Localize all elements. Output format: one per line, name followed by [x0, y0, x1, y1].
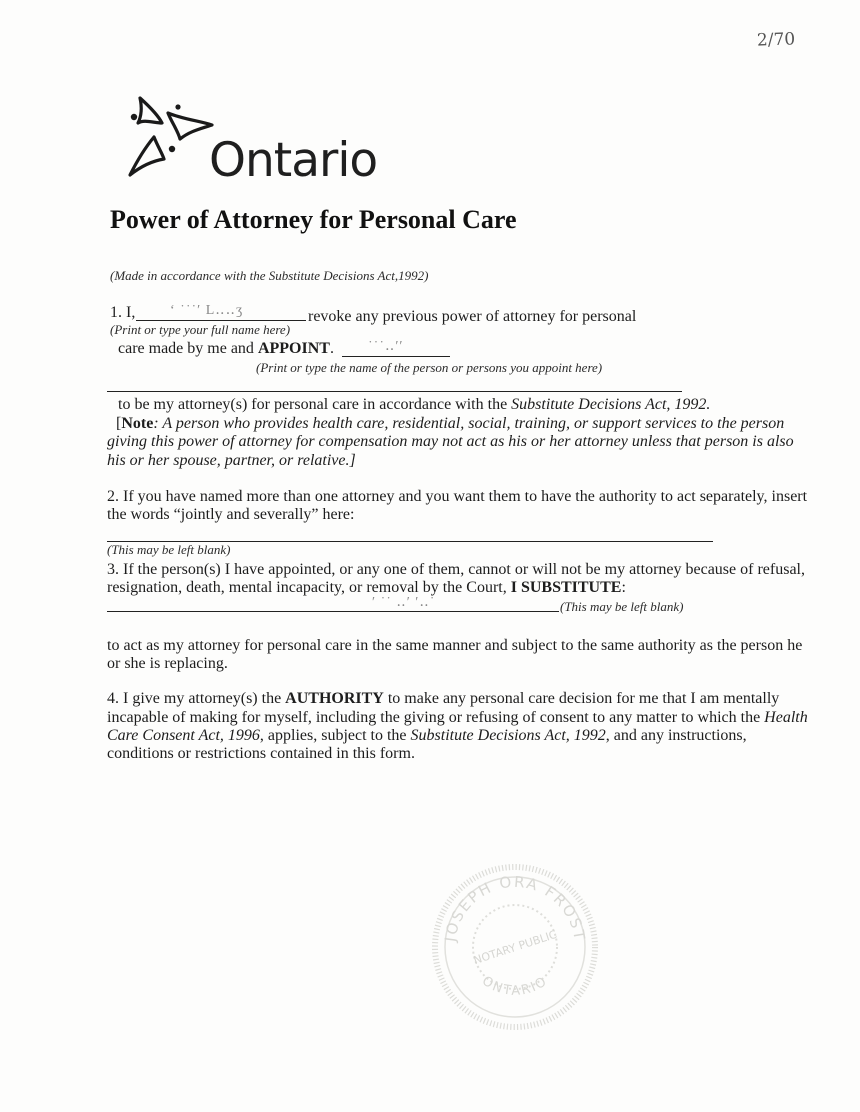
s1-note-bracket: [ [116, 415, 122, 432]
s1-prefix: 1. I, [110, 304, 136, 321]
s1-name-redacted: ‘ ˙˙˙′ L‥‥ʒ [170, 303, 244, 318]
s1-note-line-2: giving this power of attorney for compensation may not act as his or her attorney unless that person is also [107, 433, 794, 450]
s4-line-2 [107, 708, 808, 727]
s4-hcca-italic: Care Consent Act, 1996 [107, 727, 260, 744]
s4-authority-keyword: AUTHORITY [285, 690, 384, 707]
s3-line-2 [107, 578, 626, 597]
s4-line-1-prefix: 4. I give my attorney(s) the [107, 690, 282, 707]
s1-note-text-1: : A person who provides health care, residential, social, training, or support services to the person [153, 415, 785, 432]
s1-appointee-extra-line [107, 391, 682, 392]
seal-center-text: NOTARY PUBLIC [471, 927, 559, 968]
s1-note-line-1 [116, 414, 784, 433]
s1-after-name: revoke any previous power of attorney for personal [308, 308, 637, 325]
s4-line-3-mid: , applies, subject to the [259, 727, 407, 744]
s1-appoint-line: care made by me and APPOINT. [118, 340, 334, 357]
s4-line-4: conditions or restrictions contained in this form. [107, 745, 415, 762]
seal-top-text: JOSEPH ORA FROST [441, 872, 589, 943]
document-subtitle: (Made in accordance with the Substitute Decisions Act,1992) [110, 268, 429, 283]
s4-line-3-suffix: , and any instructions, [605, 727, 747, 744]
s4-line-2-italic: Health [764, 709, 808, 726]
s2-line-2: the words “jointly and severally” here: [107, 506, 355, 523]
s2-line-1: 2. If you have named more than one attorney and you want them to have the authority to act separately, insert [107, 488, 808, 505]
s1-act-italic: Substitute Decisions Act, 1992. [511, 396, 711, 413]
trillium-logo-icon [120, 93, 215, 183]
svg-text:JOSEPH ORA FROST [441, 873, 589, 944]
s1-note-line-3: his or her spouse, partner, or relative.] [107, 452, 356, 469]
s1-name-blank [136, 320, 306, 321]
s3-line-4: or she is replacing. [107, 655, 228, 672]
s3-substitute-redacted: ′ ˙˙ ‥′ ′‥˙ [372, 595, 436, 610]
s1-line2-prefix: care made by me and [118, 340, 254, 357]
s4-line-1-suffix: to make any personal care decision for me that I am mentally [387, 690, 780, 707]
seal-bottom-text: ONTARIO [479, 973, 551, 999]
svg-text:ONTARIO [479, 974, 551, 999]
s3-line-1: 3. If the person(s) I have appointed, or any one of them, cannot or will not be my attorney because of refusal, [107, 561, 805, 578]
s1-appoint-keyword: APPOINT [257, 340, 330, 357]
s1-note-label: Note [121, 415, 154, 432]
s1-name-line [110, 303, 135, 322]
handwritten-page-number: 2/70 [756, 29, 796, 51]
s1-line3-text: to be my attorney(s) for personal care in accordance with the [118, 396, 508, 413]
s1-appointee-redacted: ˙˙˙‥′′ [368, 339, 404, 354]
s4-line-2-text: incapable of making for myself, including the giving or refusing of consent to any matter to which the [107, 709, 761, 726]
s1-line3 [118, 395, 710, 414]
s3-hint: (This may be left blank) [560, 599, 684, 614]
s3-substitute-keyword: I SUBSTITUTE [510, 579, 622, 596]
document-title: Power of Attorney for Personal Care [110, 205, 517, 234]
s1-appointee-hint: (Print or type the name of the person or persons you appoint here) [256, 360, 603, 375]
s4-sda-italic: Substitute Decisions Act, 1992 [410, 727, 606, 744]
s1-name-hint: (Print or type your full name here) [110, 322, 291, 337]
s4-line-3 [107, 726, 747, 745]
brand-name: Ontario [209, 133, 378, 188]
s4-line-1 [107, 689, 779, 708]
s1-appointee-blank [342, 356, 450, 357]
s3-substitute-blank [107, 611, 559, 612]
notary-seal-emblem [430, 862, 600, 1032]
s2-hint: (This may be left blank) [107, 542, 231, 557]
s3-line-3: to act as my attorney for personal care in the same manner and subject to the same authority as the person he [107, 637, 803, 654]
s3-colon: : [621, 579, 626, 596]
s3-line-2-text: resignation, death, mental incapacity, or removal by the Court, [107, 579, 507, 596]
